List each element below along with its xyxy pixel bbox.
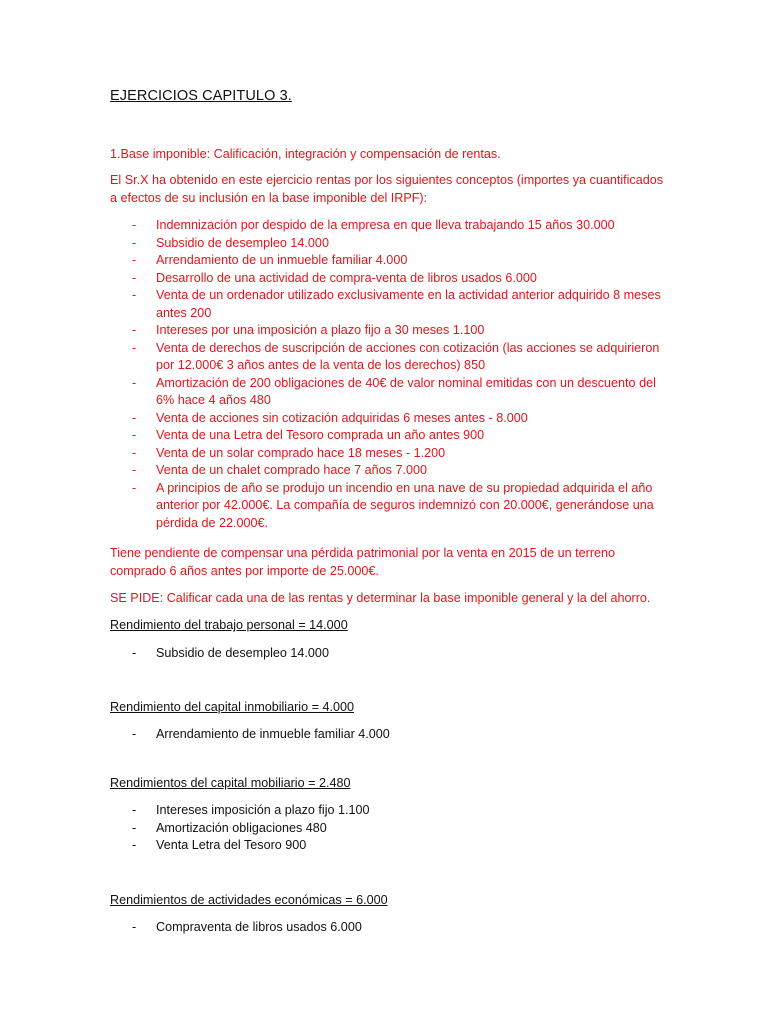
list-item: - Amortización de 200 obligaciones de 40€ de valor nominal emitidas con un descuento del 6% hace 4 años 480 bbox=[110, 375, 670, 410]
list-item: - Intereses por una imposición a plazo fijo a 30 meses 1.100 bbox=[110, 322, 670, 340]
list-item: - Arrendamiento de inmueble familiar 4.000 bbox=[110, 726, 670, 744]
list-item: - Venta de un solar comprado hace 18 meses - 1.200 bbox=[110, 445, 670, 463]
list-item: - Arrendamiento de un inmueble familiar 4.000 bbox=[110, 252, 670, 270]
list-item: - Venta de acciones sin cotización adquiridas 6 meses antes - 8.000 bbox=[110, 410, 670, 428]
list-item: - Desarrollo de una actividad de compra-venta de libros usados 6.000 bbox=[110, 270, 670, 288]
list-item: - Subsidio de desempleo 14.000 bbox=[110, 235, 670, 253]
answer-heading-actividades: Rendimientos de actividades económicas = 6.000 bbox=[110, 893, 388, 907]
answer-heading-trabajo: Rendimiento del trabajo personal = 14.000 bbox=[110, 618, 348, 632]
list-item: - Venta de derechos de suscripción de acciones con cotización (las acciones se adquirieron por 12.000€ 3 años antes de la venta de los derechos) 850 bbox=[110, 340, 670, 375]
answer-list-trabajo bbox=[110, 645, 670, 663]
list-item: - Amortización obligaciones 480 bbox=[110, 820, 670, 838]
answer-list-mobiliario bbox=[110, 802, 670, 855]
list-item: - Venta Letra del Tesoro 900 bbox=[110, 837, 670, 855]
list-item: - Compraventa de libros usados 6.000 bbox=[110, 919, 670, 937]
concepts-list bbox=[110, 217, 670, 532]
list-item: - Subsidio de desempleo 14.000 bbox=[110, 645, 670, 663]
answer-list-inmobiliario bbox=[110, 726, 670, 744]
section-heading: 1.Base imponible: Calificación, integración y compensación de rentas. bbox=[110, 147, 501, 161]
task-statement: SE PIDE: Calificar cada una de las rentas y determinar la base imponible general y la del ahorro. bbox=[110, 591, 651, 605]
list-item: - Venta de una Letra del Tesoro comprada un año antes 900 bbox=[110, 427, 670, 445]
answer-list-actividades bbox=[110, 919, 670, 937]
list-item: - A principios de año se produjo un incendio en una nave de su propiedad adquirida el año anterior por 42.000€. La compañía de seguros indemnizó con 20.000€, generándose una pérdida de 22.000€. bbox=[110, 480, 670, 533]
list-item: - Venta de un chalet comprado hace 7 años 7.000 bbox=[110, 462, 670, 480]
document-title: EJERCICIOS CAPITULO 3. bbox=[110, 88, 292, 104]
pending-loss-paragraph: Tiene pendiente de compensar una pérdida patrimonial por la venta en 2015 de un terreno comprado 6 años antes por importe de 25.000€. bbox=[110, 546, 616, 578]
list-item: - Venta de un ordenador utilizado exclusivamente en la actividad anterior adquirido 8 meses antes 200 bbox=[110, 287, 670, 322]
list-item: - Indemnización por despido de la empresa en que lleva trabajando 15 años 30.000 bbox=[110, 217, 670, 235]
answer-heading-mobiliario: Rendimientos del capital mobiliario = 2.480 bbox=[110, 776, 351, 790]
list-item: - Intereses imposición a plazo fijo 1.100 bbox=[110, 802, 670, 820]
answer-heading-inmobiliario: Rendimiento del capital inmobiliario = 4.000 bbox=[110, 700, 354, 714]
intro-paragraph: El Sr.X ha obtenido en este ejercicio rentas por los siguientes conceptos (importes ya cuantificados a efectos de su inclusión en la base imponible del IRPF): bbox=[110, 173, 664, 205]
